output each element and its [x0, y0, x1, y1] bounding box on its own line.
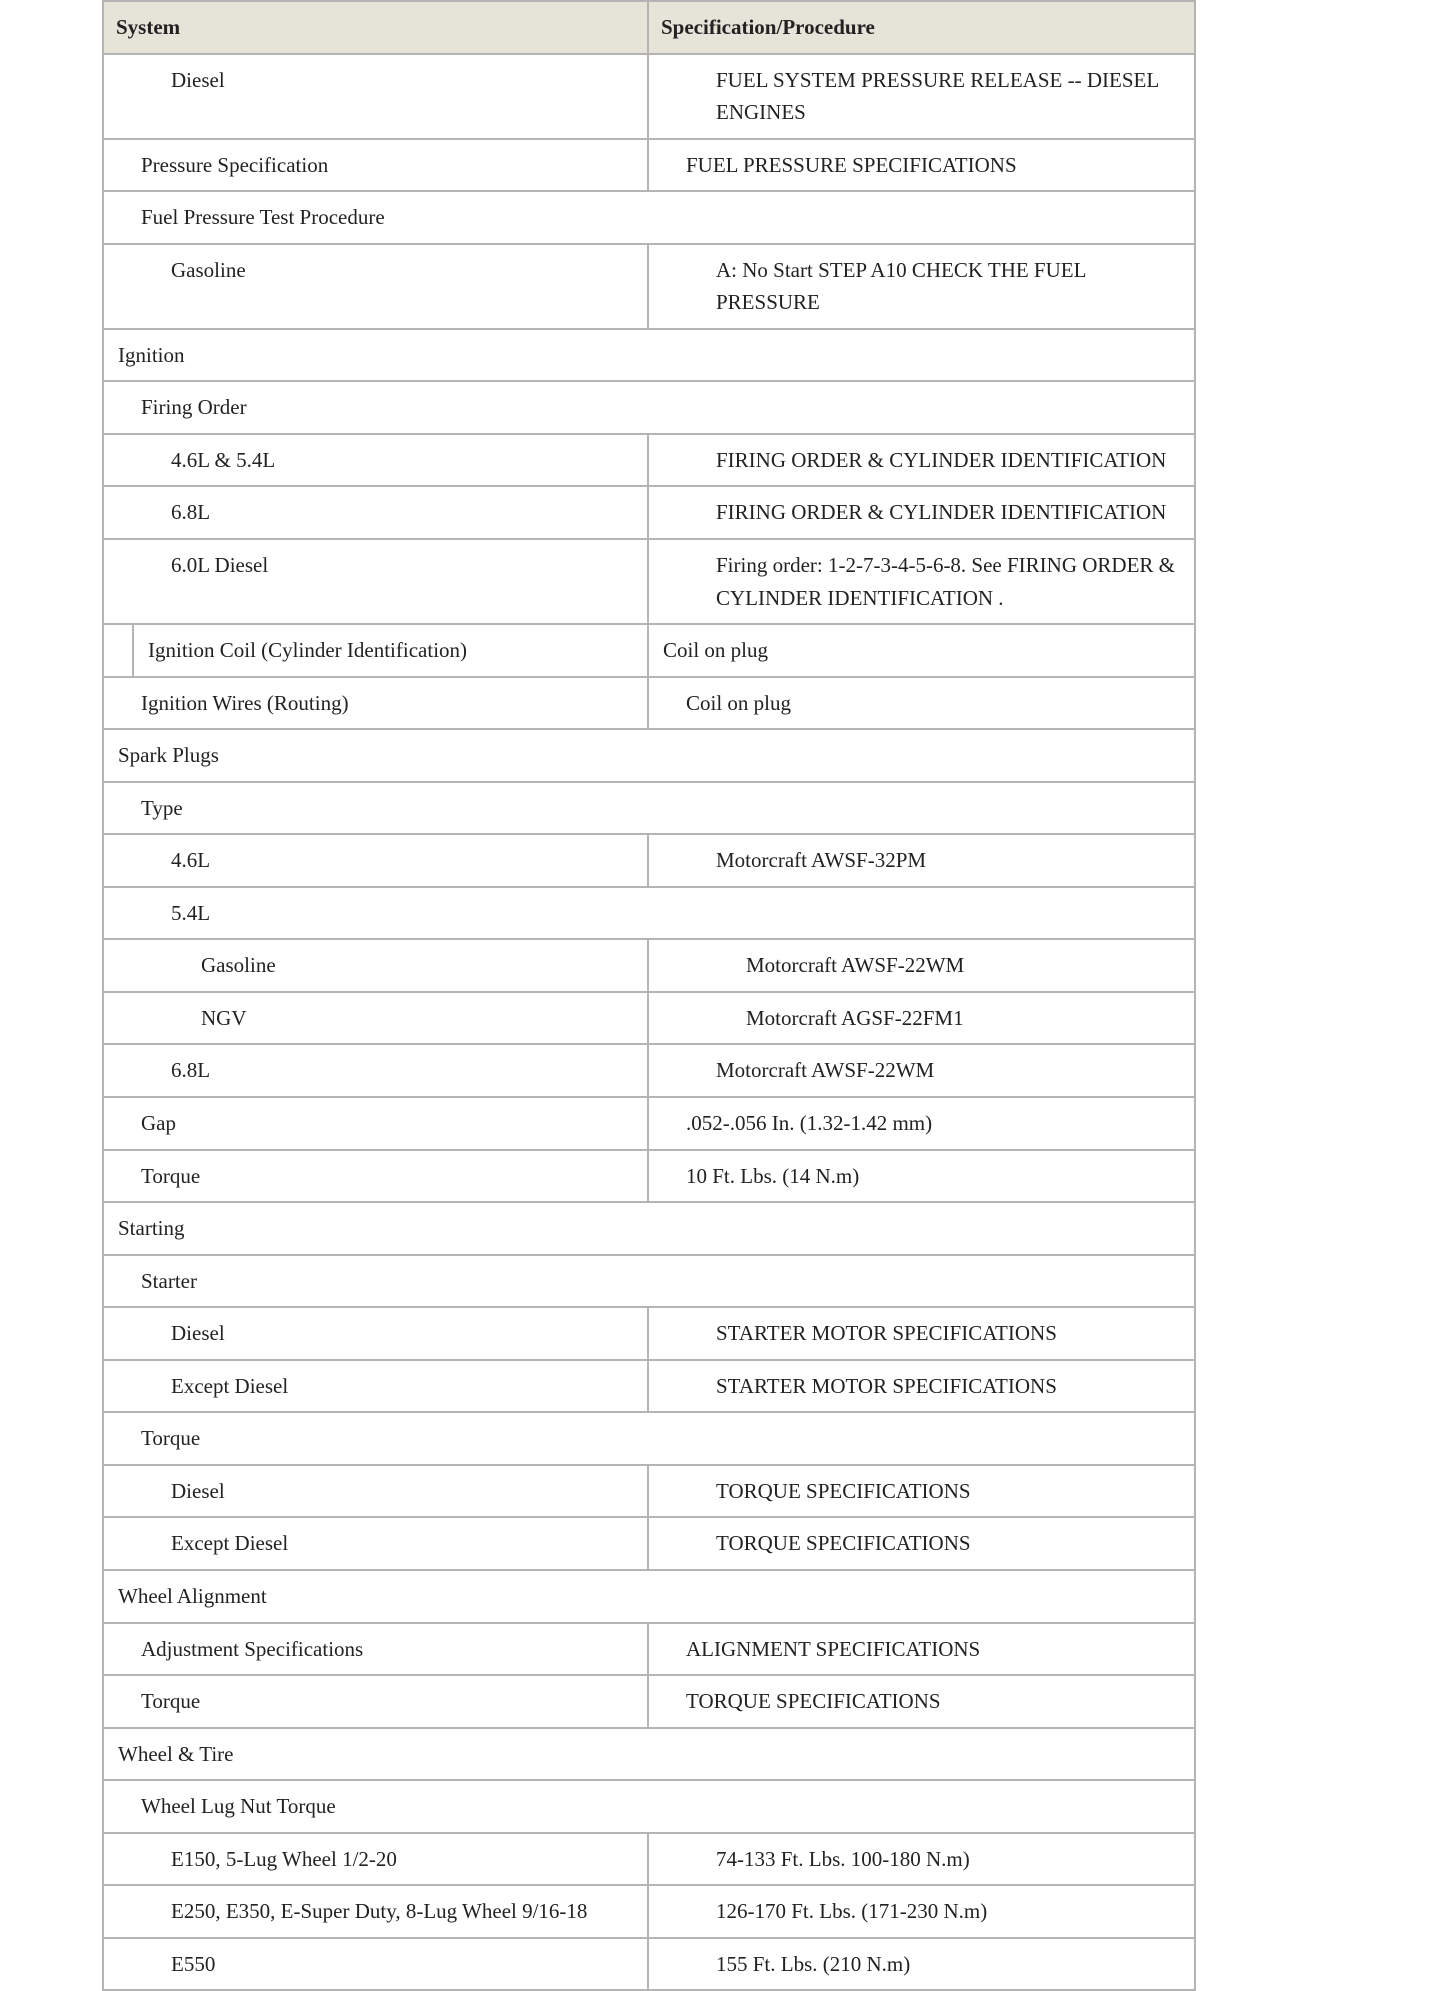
spec-cell: FIRING ORDER & CYLINDER IDENTIFICATION	[648, 434, 1195, 487]
table-row	[103, 1150, 1195, 1203]
system-cell: E250, E350, E-Super Duty, 8-Lug Wheel 9/16-18	[103, 1885, 648, 1938]
table-row	[103, 729, 1195, 782]
system-cell: Except Diesel	[103, 1517, 648, 1570]
table-row	[103, 887, 1195, 940]
spec-cell: ALIGNMENT SPECIFICATIONS	[648, 1623, 1195, 1676]
table-row	[103, 54, 1195, 139]
system-cell: Torque	[103, 1150, 648, 1203]
table-row	[103, 1570, 1195, 1623]
table-row	[103, 992, 1195, 1045]
table-row	[103, 539, 1195, 624]
system-column-header: System	[103, 1, 648, 54]
table-row	[103, 677, 1195, 730]
table-row	[103, 244, 1195, 329]
section-cell: Fuel Pressure Test Procedure	[103, 191, 1195, 244]
system-cell-label: Ignition Coil (Cylinder Identification)	[148, 638, 468, 663]
table-row	[103, 1938, 1195, 1991]
system-cell: Pressure Specification	[103, 139, 648, 192]
table-row	[103, 1097, 1195, 1150]
system-cell: NGV	[103, 992, 648, 1045]
table-row	[103, 834, 1195, 887]
spec-cell: Motorcraft AGSF-22FM1	[648, 992, 1195, 1045]
table-row	[103, 1307, 1195, 1360]
table-row	[103, 1623, 1195, 1676]
section-cell: Type	[103, 782, 1195, 835]
system-cell: E550	[103, 1938, 648, 1991]
system-cell: 6.0L Diesel	[103, 539, 648, 624]
system-cell	[103, 624, 648, 677]
spec-column-header: Specification/Procedure	[648, 1, 1195, 54]
spec-cell: Motorcraft AWSF-22WM	[648, 1044, 1195, 1097]
table-row	[103, 1465, 1195, 1518]
table-row	[103, 1517, 1195, 1570]
system-cell: Except Diesel	[103, 1360, 648, 1413]
table-row	[103, 381, 1195, 434]
spec-cell: TORQUE SPECIFICATIONS	[648, 1675, 1195, 1728]
specification-table	[102, 0, 1196, 1991]
spec-cell: STARTER MOTOR SPECIFICATIONS	[648, 1307, 1195, 1360]
system-cell: Gap	[103, 1097, 648, 1150]
section-cell: Firing Order	[103, 381, 1195, 434]
spec-cell: Motorcraft AWSF-32PM	[648, 834, 1195, 887]
table-row	[103, 624, 1195, 677]
section-cell: Wheel & Tire	[103, 1728, 1195, 1781]
table-row	[103, 1675, 1195, 1728]
spec-cell: 74-133 Ft. Lbs. 100-180 N.m)	[648, 1833, 1195, 1886]
section-cell: Ignition	[103, 329, 1195, 382]
header-row	[103, 1, 1195, 54]
table-row	[103, 1044, 1195, 1097]
section-cell: Starter	[103, 1255, 1195, 1308]
table-row	[103, 1780, 1195, 1833]
spec-cell: 155 Ft. Lbs. (210 N.m)	[648, 1938, 1195, 1991]
table-row	[103, 1255, 1195, 1308]
system-cell: 4.6L	[103, 834, 648, 887]
table-row	[103, 434, 1195, 487]
spec-cell: FUEL SYSTEM PRESSURE RELEASE -- DIESEL ENGINES	[648, 54, 1195, 139]
system-cell: Ignition Wires (Routing)	[103, 677, 648, 730]
system-cell: Diesel	[103, 1465, 648, 1518]
system-cell: 6.8L	[103, 486, 648, 539]
table-row	[103, 1885, 1195, 1938]
table-row	[103, 139, 1195, 192]
system-cell: Torque	[103, 1675, 648, 1728]
system-cell: Gasoline	[103, 939, 648, 992]
table-header	[103, 1, 1195, 54]
table-row	[103, 191, 1195, 244]
spec-cell: 10 Ft. Lbs. (14 N.m)	[648, 1150, 1195, 1203]
table-row	[103, 1728, 1195, 1781]
spec-cell: TORQUE SPECIFICATIONS	[648, 1465, 1195, 1518]
system-cell: E150, 5-Lug Wheel 1/2-20	[103, 1833, 648, 1886]
system-cell: Adjustment Specifications	[103, 1623, 648, 1676]
system-cell: 6.8L	[103, 1044, 648, 1097]
nested-cell-border	[132, 625, 134, 676]
section-cell: Wheel Lug Nut Torque	[103, 1780, 1195, 1833]
section-cell: 5.4L	[103, 887, 1195, 940]
spec-cell: Coil on plug	[648, 677, 1195, 730]
section-cell: Spark Plugs	[103, 729, 1195, 782]
spec-cell: 126-170 Ft. Lbs. (171-230 N.m)	[648, 1885, 1195, 1938]
section-cell: Torque	[103, 1412, 1195, 1465]
table-row	[103, 782, 1195, 835]
spec-cell: FUEL PRESSURE SPECIFICATIONS	[648, 139, 1195, 192]
table-row	[103, 1360, 1195, 1413]
table-body	[103, 54, 1195, 1991]
system-cell: Diesel	[103, 54, 648, 139]
section-cell: Wheel Alignment	[103, 1570, 1195, 1623]
spec-cell: Firing order: 1-2-7-3-4-5-6-8. See FIRING ORDER & CYLINDER IDENTIFICATION .	[648, 539, 1195, 624]
spec-cell: FIRING ORDER & CYLINDER IDENTIFICATION	[648, 486, 1195, 539]
table-row	[103, 486, 1195, 539]
system-cell: 4.6L & 5.4L	[103, 434, 648, 487]
table-row	[103, 1202, 1195, 1255]
spec-cell: Motorcraft AWSF-22WM	[648, 939, 1195, 992]
system-cell: Gasoline	[103, 244, 648, 329]
table-row	[103, 1412, 1195, 1465]
spec-cell: .052-.056 In. (1.32-1.42 mm)	[648, 1097, 1195, 1150]
table-row	[103, 329, 1195, 382]
spec-cell: TORQUE SPECIFICATIONS	[648, 1517, 1195, 1570]
system-cell: Diesel	[103, 1307, 648, 1360]
spec-cell: A: No Start STEP A10 CHECK THE FUEL PRESSURE	[648, 244, 1195, 329]
section-cell: Starting	[103, 1202, 1195, 1255]
table-row	[103, 1833, 1195, 1886]
spec-cell: Coil on plug	[648, 624, 1195, 677]
table-row	[103, 939, 1195, 992]
spec-cell: STARTER MOTOR SPECIFICATIONS	[648, 1360, 1195, 1413]
